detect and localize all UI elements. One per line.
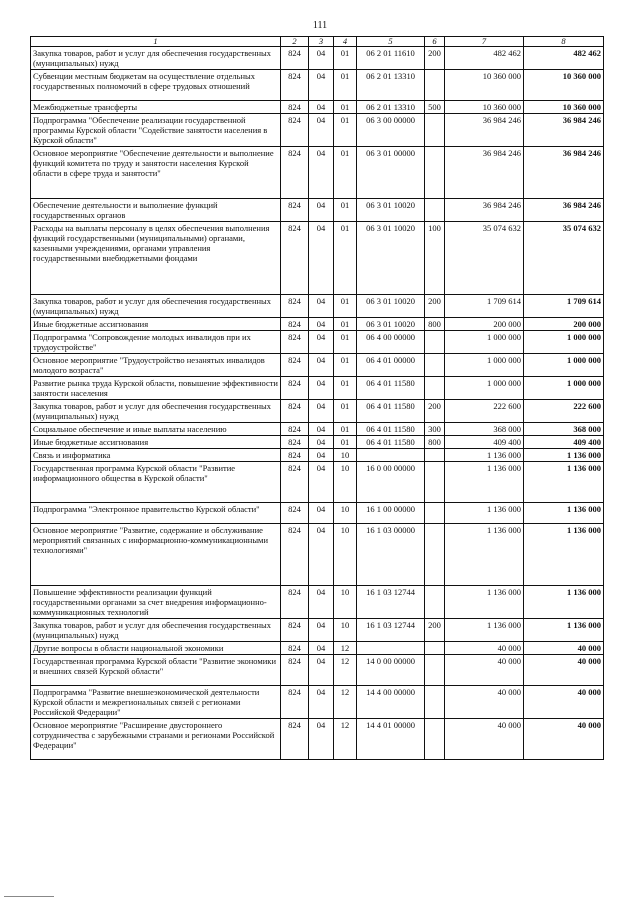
row-value-cell: 1 136 000 <box>524 619 604 642</box>
row-value-cell <box>425 147 445 199</box>
row-name-cell: Основное мероприятие "Расширение двустороннего сотрудничества с зарубежными странами и регионами Российской Федерации" <box>31 719 281 760</box>
row-value-cell <box>425 686 445 719</box>
row-value-cell: 06 3 01 00000 <box>357 147 425 199</box>
row-name-cell: Государственная программа Курской области "Развитие информационного общества в Курской области" <box>31 462 281 503</box>
row-value-cell: 824 <box>281 377 309 400</box>
row-value-cell: 368 000 <box>524 423 604 436</box>
row-value-cell: 36 984 246 <box>445 114 524 147</box>
row-value-cell: 04 <box>309 719 334 760</box>
row-value-cell: 04 <box>309 377 334 400</box>
row-value-cell: 1 136 000 <box>445 449 524 462</box>
column-header: 2 <box>281 37 309 47</box>
row-value-cell: 01 <box>334 70 357 101</box>
header-row <box>31 37 604 47</box>
row-value-cell: 01 <box>334 318 357 331</box>
row-value-cell: 10 <box>334 503 357 524</box>
budget-table <box>30 36 604 760</box>
row-value-cell: 01 <box>334 423 357 436</box>
row-value-cell: 1 709 614 <box>445 295 524 318</box>
row-value-cell: 01 <box>334 114 357 147</box>
row-name-cell: Связь и информатика <box>31 449 281 462</box>
row-value-cell: 04 <box>309 295 334 318</box>
table-row <box>31 719 604 760</box>
column-header: 3 <box>309 37 334 47</box>
row-value-cell: 04 <box>309 147 334 199</box>
row-value-cell: 06 3 01 10020 <box>357 222 425 295</box>
row-name-cell: Основное мероприятие "Развитие, содержание и обслуживание мероприятий связанных с информационно-коммуникационными технологиями" <box>31 524 281 586</box>
table-row <box>31 686 604 719</box>
row-value-cell: 16 1 03 12744 <box>357 586 425 619</box>
table-row <box>31 377 604 400</box>
row-value-cell: 04 <box>309 524 334 586</box>
row-value-cell: 1 136 000 <box>524 586 604 619</box>
row-value-cell <box>357 642 425 655</box>
row-value-cell: 200 <box>425 47 445 70</box>
row-value-cell: 1 709 614 <box>524 295 604 318</box>
row-value-cell <box>425 114 445 147</box>
row-value-cell: 16 0 00 00000 <box>357 462 425 503</box>
row-value-cell <box>425 377 445 400</box>
column-header: 1 <box>31 37 281 47</box>
column-header: 8 <box>524 37 604 47</box>
row-value-cell <box>425 524 445 586</box>
row-value-cell: 06 3 00 00000 <box>357 114 425 147</box>
row-value-cell: 1 136 000 <box>524 449 604 462</box>
table-row <box>31 318 604 331</box>
row-name-cell: Подпрограмма "Развитие внешнеэкономической деятельности Курской области и межрегиональных связей с регионами Российской Федерации" <box>31 686 281 719</box>
row-value-cell: 824 <box>281 199 309 222</box>
row-name-cell: Обеспечение деятельности и выполнение функций государственных органов <box>31 199 281 222</box>
row-value-cell <box>425 70 445 101</box>
row-value-cell: 01 <box>334 400 357 423</box>
row-value-cell: 01 <box>334 436 357 449</box>
row-value-cell: 06 4 01 00000 <box>357 354 425 377</box>
table-row <box>31 462 604 503</box>
row-name-cell: Иные бюджетные ассигнования <box>31 318 281 331</box>
row-name-cell: Иные бюджетные ассигнования <box>31 436 281 449</box>
row-value-cell: 06 2 01 11610 <box>357 47 425 70</box>
row-value-cell: 10 <box>334 619 357 642</box>
row-value-cell: 500 <box>425 101 445 114</box>
row-value-cell: 35 074 632 <box>524 222 604 295</box>
row-value-cell: 409 400 <box>524 436 604 449</box>
row-value-cell: 06 2 01 13310 <box>357 70 425 101</box>
row-value-cell: 40 000 <box>445 719 524 760</box>
row-value-cell: 824 <box>281 423 309 436</box>
row-value-cell: 04 <box>309 101 334 114</box>
row-value-cell: 824 <box>281 70 309 101</box>
row-value-cell: 04 <box>309 47 334 70</box>
row-value-cell: 1 000 000 <box>445 354 524 377</box>
row-value-cell: 482 462 <box>524 47 604 70</box>
row-value-cell: 36 984 246 <box>524 147 604 199</box>
row-value-cell: 01 <box>334 47 357 70</box>
row-value-cell: 1 000 000 <box>524 331 604 354</box>
table-row <box>31 449 604 462</box>
row-name-cell: Повышение эффективности реализации функций государственными органами за счет внедрения информационно-коммуникационных технологий <box>31 586 281 619</box>
row-name-cell: Развитие рынка труда Курской области, повышение эффективности занятости населения <box>31 377 281 400</box>
row-name-cell: Подпрограмма "Сопровождение молодых инвалидов при их трудоустройстве" <box>31 331 281 354</box>
row-value-cell: 01 <box>334 354 357 377</box>
table-row <box>31 586 604 619</box>
row-value-cell <box>425 449 445 462</box>
footer-line <box>4 896 54 897</box>
row-value-cell: 04 <box>309 423 334 436</box>
row-value-cell: 824 <box>281 462 309 503</box>
row-value-cell: 01 <box>334 101 357 114</box>
row-value-cell: 1 136 000 <box>445 586 524 619</box>
row-value-cell: 1 136 000 <box>445 524 524 586</box>
column-header: 7 <box>445 37 524 47</box>
table-row <box>31 503 604 524</box>
row-value-cell: 1 136 000 <box>524 524 604 586</box>
row-name-cell: Закупка товаров, работ и услуг для обеспечения государственных (муниципальных) нужд <box>31 47 281 70</box>
row-name-cell: Основное мероприятие "Обеспечение деятельности и выполнение функций комитета по труду и занятости населения Курской области в сфере труда и занятости" <box>31 147 281 199</box>
column-header: 4 <box>334 37 357 47</box>
table-row <box>31 400 604 423</box>
row-value-cell: 04 <box>309 503 334 524</box>
row-value-cell: 824 <box>281 586 309 619</box>
row-value-cell: 800 <box>425 318 445 331</box>
row-value-cell <box>425 719 445 760</box>
row-value-cell: 200 000 <box>445 318 524 331</box>
row-value-cell: 16 1 03 12744 <box>357 619 425 642</box>
row-name-cell: Основное мероприятие "Трудоустройство незанятых инвалидов молодого возраста" <box>31 354 281 377</box>
row-name-cell: Подпрограмма "Электронное правительство Курской области" <box>31 503 281 524</box>
row-value-cell: 1 136 000 <box>445 462 524 503</box>
row-value-cell: 1 136 000 <box>445 503 524 524</box>
row-value-cell: 36 984 246 <box>445 199 524 222</box>
row-name-cell: Расходы на выплаты персоналу в целях обеспечения выполнения функций государственными (муниципальными) органами, казенными учреждениями, органами управления государственными внебюджетными фондами <box>31 222 281 295</box>
table-body <box>31 47 604 760</box>
table-row <box>31 642 604 655</box>
row-value-cell: 04 <box>309 686 334 719</box>
table-row <box>31 101 604 114</box>
row-value-cell: 06 4 01 11580 <box>357 436 425 449</box>
row-value-cell: 12 <box>334 655 357 686</box>
row-value-cell: 1 136 000 <box>524 462 604 503</box>
table-row <box>31 114 604 147</box>
row-value-cell: 14 4 00 00000 <box>357 686 425 719</box>
row-value-cell: 06 4 00 00000 <box>357 331 425 354</box>
row-value-cell: 04 <box>309 400 334 423</box>
row-value-cell: 06 2 01 13310 <box>357 101 425 114</box>
row-value-cell: 04 <box>309 642 334 655</box>
row-value-cell: 200 <box>425 295 445 318</box>
row-value-cell: 04 <box>309 114 334 147</box>
row-value-cell: 824 <box>281 686 309 719</box>
row-value-cell: 04 <box>309 586 334 619</box>
row-value-cell: 1 000 000 <box>524 354 604 377</box>
row-value-cell: 04 <box>309 199 334 222</box>
row-value-cell <box>425 642 445 655</box>
row-value-cell: 10 360 000 <box>524 70 604 101</box>
row-value-cell: 40 000 <box>524 719 604 760</box>
row-value-cell: 824 <box>281 524 309 586</box>
table-row <box>31 295 604 318</box>
row-value-cell <box>425 655 445 686</box>
row-value-cell: 824 <box>281 101 309 114</box>
table-row <box>31 199 604 222</box>
row-name-cell: Другие вопросы в области национальной экономики <box>31 642 281 655</box>
row-value-cell: 01 <box>334 199 357 222</box>
row-value-cell <box>425 503 445 524</box>
row-value-cell <box>425 586 445 619</box>
row-value-cell: 222 600 <box>524 400 604 423</box>
row-value-cell: 36 984 246 <box>524 199 604 222</box>
row-value-cell: 10 <box>334 586 357 619</box>
row-value-cell: 04 <box>309 655 334 686</box>
table-row <box>31 222 604 295</box>
row-value-cell: 04 <box>309 449 334 462</box>
row-value-cell: 10 360 000 <box>524 101 604 114</box>
row-name-cell: Закупка товаров, работ и услуг для обеспечения государственных (муниципальных) нужд <box>31 295 281 318</box>
row-value-cell: 200 <box>425 400 445 423</box>
table-row <box>31 354 604 377</box>
row-name-cell: Межбюджетные трансферты <box>31 101 281 114</box>
row-value-cell: 12 <box>334 719 357 760</box>
row-name-cell: Государственная программа Курской области "Развитие экономики и внешних связей Курской области" <box>31 655 281 686</box>
row-value-cell: 01 <box>334 331 357 354</box>
row-value-cell <box>425 199 445 222</box>
row-value-cell: 824 <box>281 147 309 199</box>
table-row <box>31 423 604 436</box>
row-value-cell: 824 <box>281 222 309 295</box>
row-value-cell: 824 <box>281 47 309 70</box>
row-value-cell: 824 <box>281 619 309 642</box>
row-value-cell: 06 4 01 11580 <box>357 400 425 423</box>
row-value-cell: 824 <box>281 295 309 318</box>
row-value-cell: 10 <box>334 462 357 503</box>
row-value-cell: 10 <box>334 524 357 586</box>
row-value-cell: 04 <box>309 619 334 642</box>
row-value-cell: 1 000 000 <box>445 331 524 354</box>
row-value-cell: 04 <box>309 331 334 354</box>
row-value-cell: 40 000 <box>445 686 524 719</box>
row-value-cell: 40 000 <box>524 686 604 719</box>
row-value-cell: 14 4 01 00000 <box>357 719 425 760</box>
row-value-cell: 12 <box>334 686 357 719</box>
row-name-cell: Закупка товаров, работ и услуг для обеспечения государственных (муниципальных) нужд <box>31 619 281 642</box>
row-value-cell: 04 <box>309 318 334 331</box>
row-value-cell: 06 4 01 11580 <box>357 377 425 400</box>
row-value-cell: 06 3 01 10020 <box>357 295 425 318</box>
row-value-cell: 1 136 000 <box>524 503 604 524</box>
row-value-cell: 14 0 00 00000 <box>357 655 425 686</box>
row-value-cell: 10 360 000 <box>445 70 524 101</box>
row-value-cell: 16 1 00 00000 <box>357 503 425 524</box>
row-value-cell: 36 984 246 <box>524 114 604 147</box>
row-value-cell: 01 <box>334 222 357 295</box>
row-value-cell: 824 <box>281 449 309 462</box>
row-value-cell: 04 <box>309 354 334 377</box>
table-row <box>31 47 604 70</box>
row-value-cell: 01 <box>334 147 357 199</box>
row-value-cell: 10 <box>334 449 357 462</box>
row-name-cell: Субвенции местным бюджетам на осуществление отдельных государственных полномочий в сфере трудовых отношений <box>31 70 281 101</box>
row-value-cell: 222 600 <box>445 400 524 423</box>
row-value-cell: 100 <box>425 222 445 295</box>
row-value-cell: 1 000 000 <box>445 377 524 400</box>
row-value-cell: 06 3 01 10020 <box>357 199 425 222</box>
row-value-cell: 368 000 <box>445 423 524 436</box>
row-value-cell: 824 <box>281 318 309 331</box>
row-name-cell: Социальное обеспечение и иные выплаты населению <box>31 423 281 436</box>
row-value-cell: 40 000 <box>445 642 524 655</box>
row-value-cell: 824 <box>281 354 309 377</box>
row-value-cell: 300 <box>425 423 445 436</box>
row-value-cell: 200 <box>425 619 445 642</box>
row-value-cell: 482 462 <box>445 47 524 70</box>
row-value-cell <box>425 354 445 377</box>
table-row <box>31 436 604 449</box>
row-value-cell: 12 <box>334 642 357 655</box>
column-header: 5 <box>357 37 425 47</box>
row-value-cell: 800 <box>425 436 445 449</box>
row-value-cell: 824 <box>281 719 309 760</box>
row-value-cell: 824 <box>281 642 309 655</box>
row-value-cell: 35 074 632 <box>445 222 524 295</box>
row-value-cell: 36 984 246 <box>445 147 524 199</box>
table-row <box>31 70 604 101</box>
row-value-cell: 04 <box>309 436 334 449</box>
row-value-cell: 40 000 <box>445 655 524 686</box>
table-row <box>31 655 604 686</box>
row-value-cell: 04 <box>309 222 334 295</box>
table-row <box>31 524 604 586</box>
row-value-cell: 824 <box>281 114 309 147</box>
row-value-cell: 10 360 000 <box>445 101 524 114</box>
row-value-cell: 824 <box>281 331 309 354</box>
row-value-cell: 06 4 01 11580 <box>357 423 425 436</box>
row-value-cell: 16 1 03 00000 <box>357 524 425 586</box>
table-row <box>31 619 604 642</box>
row-value-cell: 824 <box>281 400 309 423</box>
row-value-cell <box>357 449 425 462</box>
row-value-cell: 01 <box>334 377 357 400</box>
row-value-cell: 01 <box>334 295 357 318</box>
row-value-cell: 824 <box>281 436 309 449</box>
row-value-cell: 06 3 01 10020 <box>357 318 425 331</box>
row-value-cell <box>425 462 445 503</box>
column-header: 6 <box>425 37 445 47</box>
row-value-cell: 409 400 <box>445 436 524 449</box>
page-number: 111 <box>312 20 328 31</box>
table-row <box>31 331 604 354</box>
row-value-cell: 200 000 <box>524 318 604 331</box>
row-name-cell: Подпрограмма "Обеспечение реализации государственной программы Курской области "Содействие занятости населения в Курской области" <box>31 114 281 147</box>
row-value-cell: 04 <box>309 70 334 101</box>
row-value-cell: 40 000 <box>524 642 604 655</box>
row-value-cell: 40 000 <box>524 655 604 686</box>
table-row <box>31 147 604 199</box>
row-value-cell: 04 <box>309 462 334 503</box>
row-value-cell: 824 <box>281 655 309 686</box>
row-name-cell: Закупка товаров, работ и услуг для обеспечения государственных (муниципальных) нужд <box>31 400 281 423</box>
row-value-cell: 1 000 000 <box>524 377 604 400</box>
row-value-cell: 1 136 000 <box>445 619 524 642</box>
row-value-cell <box>425 331 445 354</box>
row-value-cell: 824 <box>281 503 309 524</box>
